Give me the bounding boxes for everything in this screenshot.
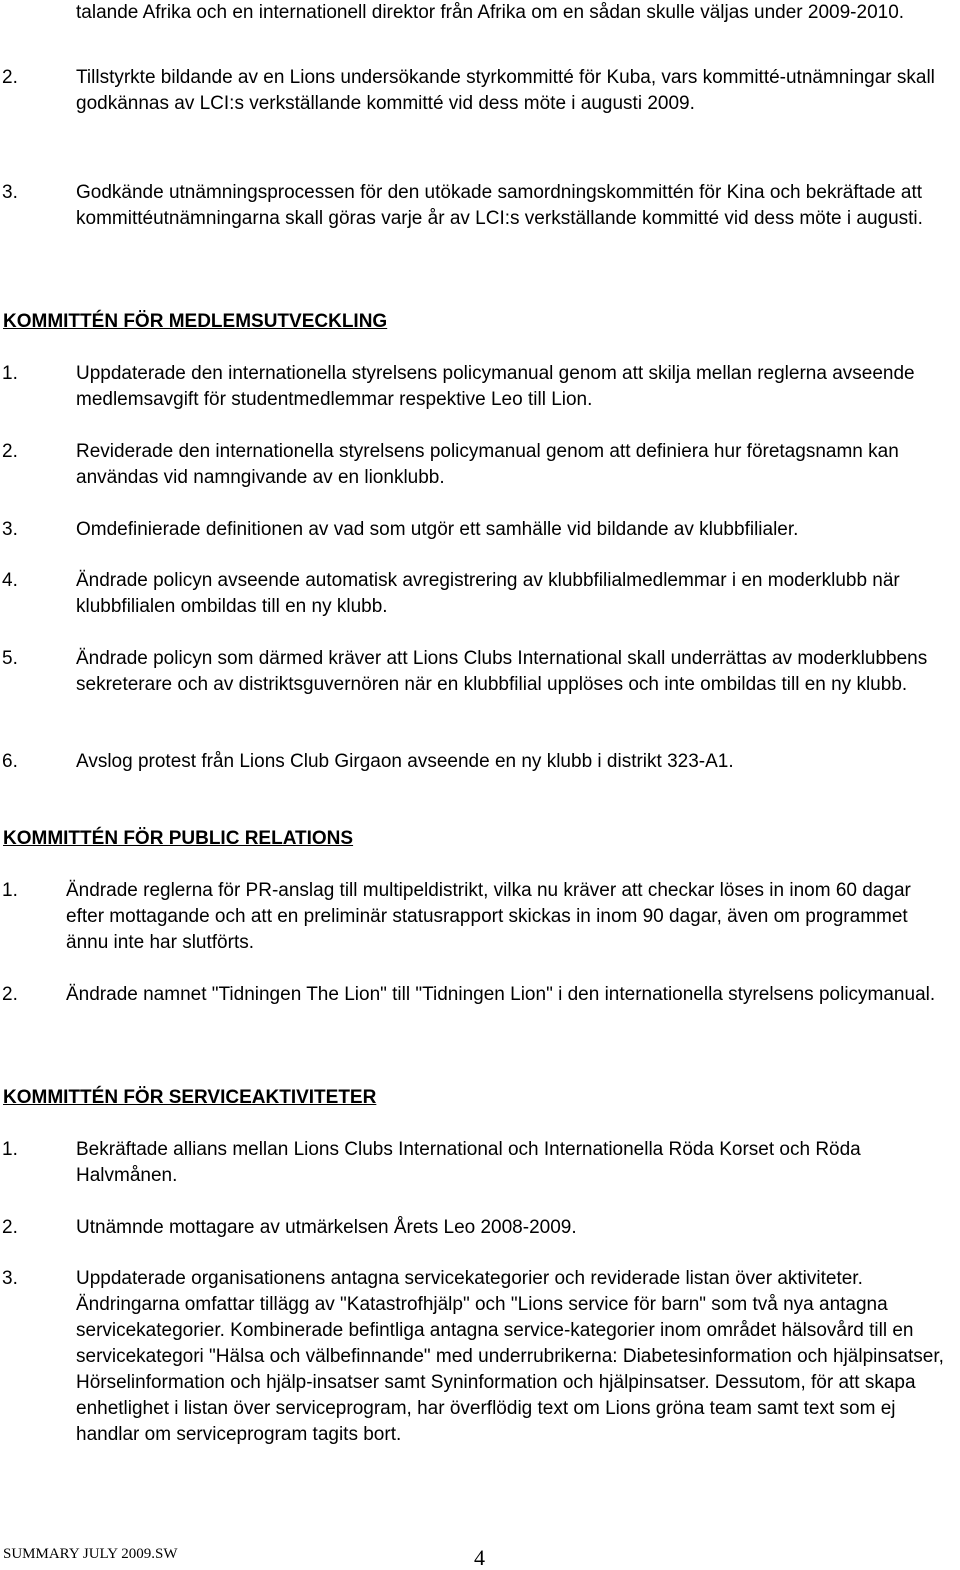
intro-continuation (0, 0, 960, 26)
item-number: 4. (2, 570, 18, 591)
item-number: 2. (2, 67, 18, 88)
item-text: Tillstyrkte bildande av en Lions undersökande styrkommitté för Kuba, vars kommitté-utnämningar skall godkännas av LCI:s verkställande kommitté vid dess möte i augusti 2009. (76, 67, 935, 114)
item-text: Avslog protest från Lions Club Girgaon avseende en ny klubb i distrikt 323-A1. (76, 751, 734, 772)
item-text: Ändrade policyn avseende automatisk avregistrering av klubbfilialmedlemmar i en moderklubb när klubbfilialen ombildas till en ny klubb. (76, 570, 900, 617)
section-heading-membership: KOMMITTÉN FÖR MEDLEMSUTVECKLING (3, 311, 388, 332)
item-number: 3. (2, 182, 18, 203)
item-text: Ändrade policyn som därmed kräver att Lions Clubs International skall underrättas av moderklubbens sekreterare och av distriktsguvernören när en klubbfilial upplöses och inte ombildas till en ny klubb. (76, 648, 928, 695)
item-number: 1. (2, 1139, 18, 1160)
item-text: Omdefinierade definitionen av vad som utgör ett samhälle vid bildande av klubbfilialer. (76, 519, 799, 540)
item-text: Ändrade namnet "Tidningen The Lion" till "Tidningen Lion" i den internationella styrelsens policymanual. (66, 984, 936, 1005)
section-heading-public-relations: KOMMITTÉN FÖR PUBLIC RELATIONS (3, 828, 354, 849)
item-number: 3. (2, 1268, 18, 1289)
item-number: 5. (2, 648, 18, 669)
item-text: Uppdaterade organisationens antagna servicekategorier och reviderade listan över aktiviteter. Ändringarna omfattar tillägg av "Katastrofhjälp" och "Lions service för barn" som två nya antagna servicekategorier. Kombinerade befintliga antagna service-kategorier inom området hälsovård till en servicekategori "Hälsa och välbefinnande" med underrubrikerna: Diabetesinformation och hjälpinsatser, Hörselinformation och hjälp-insatser samt Syninformation och hjälpinsatser. Dessutom, för att skapa enhetlighet i listan över serviceprogram, har överflödig text om Lions gröna team samt text som ej handlar om serviceprogram tagits bort. (76, 1268, 944, 1445)
list-item (0, 646, 960, 698)
item-text: Ändrade reglerna för PR-anslag till multipeldistrikt, vilka nu kräver att checkar löses in inom 60 dagar efter mottagande och att en preliminär statusrapport skickas in inom 90 dagar, även om programmet ännu inte har slutförts. (66, 880, 911, 953)
list-item (0, 361, 960, 413)
list-item (0, 517, 960, 543)
item-number: 2. (2, 984, 18, 1005)
item-number: 1. (2, 880, 18, 901)
footer-doc-name: SUMMARY JULY 2009.SW (3, 1546, 178, 1562)
item-text: Uppdaterade den internationella styrelsens policymanual genom att skilja mellan reglerna avseende medlemsavgift för studentmedlemmar respektive Leo till Lion. (76, 363, 915, 410)
list-item (0, 1266, 960, 1448)
list-item (0, 180, 960, 232)
footer-page-number: 4 (474, 1545, 485, 1570)
list-item (0, 749, 960, 775)
item-text: Utnämnde mottagare av utmärkelsen Årets Leo 2008-2009. (76, 1217, 577, 1238)
list-item (0, 1215, 960, 1241)
item-number: 1. (2, 363, 18, 384)
list-item (0, 878, 960, 956)
item-number: 2. (2, 441, 18, 462)
list-item (0, 439, 960, 491)
item-text: Bekräftade allians mellan Lions Clubs International och Internationella Röda Korset och Röda Halvmånen. (76, 1139, 861, 1186)
section-heading-service: KOMMITTÉN FÖR SERVICEAKTIVITETER (3, 1087, 377, 1108)
item-text: Reviderade den internationella styrelsens policymanual genom att definiera hur företagsnamn kan användas vid namngivande av en lionklubb. (76, 441, 899, 488)
list-item (0, 982, 960, 1008)
item-number: 2. (2, 1217, 18, 1238)
list-item (0, 568, 960, 620)
item-number: 3. (2, 519, 18, 540)
item-number: 6. (2, 751, 18, 772)
intro-continuation-text: talande Afrika och en internationell direktor från Afrika om en sådan skulle väljas under 2009-2010. (76, 2, 905, 23)
list-item (0, 65, 960, 117)
item-text: Godkände utnämningsprocessen för den utökade samordningskommittén för Kina och bekräftade att kommittéutnämningarna skall göras varje år av LCI:s verkställande kommitté vid dess möte i augusti. (76, 182, 923, 229)
list-item (0, 1137, 960, 1189)
